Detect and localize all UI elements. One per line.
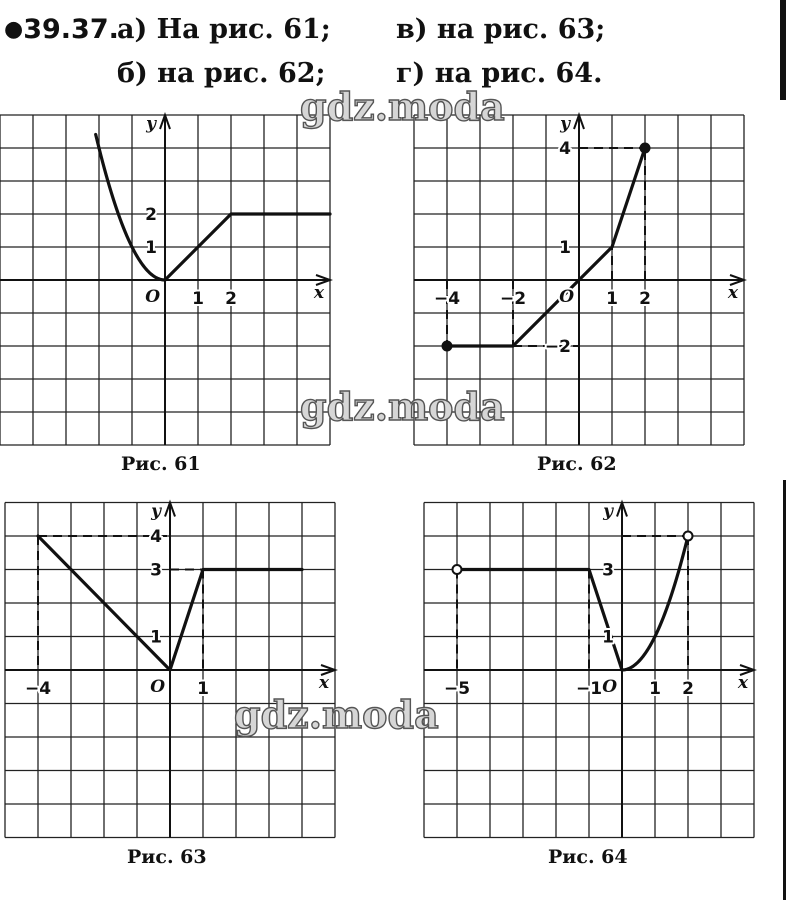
y-tick-label: 1 (150, 627, 162, 648)
y-tick-label: 3 (602, 560, 614, 581)
problem-item-v: в) на рис. 63; (396, 14, 606, 45)
origin-label: O (150, 677, 165, 697)
x-tick-label: −5 (443, 679, 471, 699)
page-edge-bar (780, 0, 786, 100)
bullet-icon: ● (4, 16, 24, 42)
origin-label: O (559, 287, 574, 307)
problem-header (4, 14, 119, 45)
graph-curve (457, 570, 622, 671)
caption-fig-64: Рис. 64 (548, 846, 628, 868)
caption-fig-62: Рис. 62 (537, 453, 617, 475)
y-tick-label: 3 (150, 560, 162, 581)
problem-item-g: г) на рис. 64. (396, 58, 603, 89)
open-point (453, 565, 462, 574)
x-tick-label: 1 (649, 679, 661, 699)
y-axis-label: y (603, 501, 613, 522)
y-axis-label: y (560, 114, 570, 134)
x-tick-label: 1 (192, 289, 204, 309)
x-tick-label: −2 (499, 289, 527, 309)
y-tick-label: 4 (150, 527, 162, 547)
y-tick-label: 2 (145, 205, 157, 225)
filled-point (443, 342, 452, 351)
open-point (684, 532, 693, 541)
y-tick-label: −2 (544, 337, 571, 357)
x-axis-label: x (727, 283, 738, 303)
watermark-middle: gdz.moda (300, 384, 505, 429)
x-axis-label: x (313, 283, 324, 303)
x-tick-label: 2 (639, 289, 651, 309)
watermark-bottom: gdz.moda (234, 692, 439, 737)
y-tick-label: 4 (559, 139, 571, 159)
figure-64 (425, 502, 757, 837)
x-tick-label: 2 (682, 679, 694, 699)
x-tick-label: 1 (606, 289, 618, 309)
filled-point (641, 144, 650, 153)
problem-item-a: а) На рис. 61; (117, 14, 331, 45)
x-tick-label: 2 (225, 289, 237, 309)
y-axis-label: y (151, 501, 161, 522)
caption-fig-61: Рис. 61 (121, 453, 201, 475)
figure-63 (4, 502, 337, 837)
y-tick-label: 1 (145, 238, 157, 258)
x-axis-label: x (737, 673, 748, 693)
x-axis-label: x (318, 673, 329, 693)
figure-61 (0, 112, 330, 440)
y-axis-label: y (146, 114, 156, 134)
origin-label: O (145, 287, 160, 307)
x-tick-label: −4 (24, 679, 52, 699)
problem-item-b: б) на рис. 62; (117, 58, 326, 89)
x-tick-label: 1 (197, 679, 209, 699)
x-tick-label: −4 (433, 289, 461, 309)
y-tick-label: 1 (602, 627, 614, 648)
watermark-top: gdz.moda (300, 84, 505, 129)
problem-number: 39.37. (23, 14, 119, 45)
x-tick-label: −1 (575, 679, 603, 699)
y-tick-label: 1 (559, 238, 571, 258)
caption-fig-63: Рис. 63 (127, 846, 207, 868)
origin-label: O (602, 677, 617, 697)
